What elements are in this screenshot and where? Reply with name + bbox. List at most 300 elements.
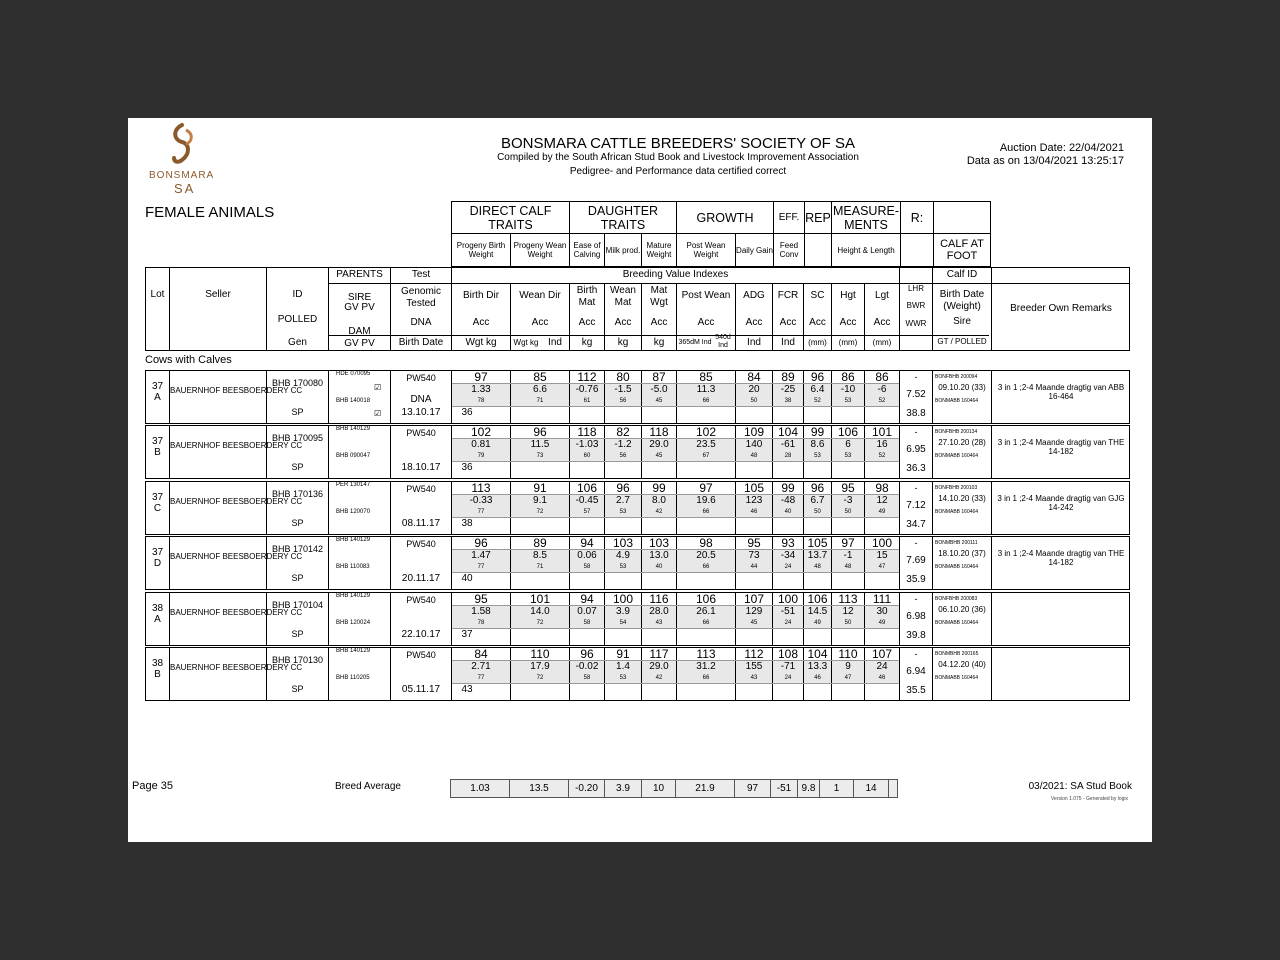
gen: SP bbox=[291, 684, 304, 694]
bvi-value: 118 bbox=[649, 425, 669, 439]
column-divider bbox=[169, 537, 170, 589]
trait-value: 11.5 bbox=[530, 439, 550, 450]
trait-value: 19.6 bbox=[696, 495, 716, 506]
birth-date: 22.10.17 bbox=[401, 629, 441, 640]
accuracy-value: 43 bbox=[750, 675, 758, 681]
bvi-value: 117 bbox=[649, 647, 669, 661]
bvi-value: 84 bbox=[474, 647, 488, 661]
seller-name: BAUERNHOF BEESBOERDERY CC bbox=[170, 441, 303, 450]
col-lhr: LHR bbox=[907, 284, 924, 293]
dam-id: BHB 110083 bbox=[336, 564, 370, 570]
trait-value: -0.02 bbox=[575, 661, 599, 672]
col-acc: Acc bbox=[531, 317, 549, 328]
column-divider bbox=[991, 482, 992, 534]
animal-id: BHB 170080 bbox=[271, 378, 324, 388]
bvi-value: 85 bbox=[699, 370, 713, 384]
lot-number: 38 bbox=[151, 658, 164, 669]
col-gt-polled: GT / POLLED bbox=[937, 337, 987, 346]
col-calf-birthdate: Birth Date (Weight) bbox=[939, 289, 985, 312]
column-divider bbox=[328, 371, 329, 423]
bvi-value: 91 bbox=[533, 481, 547, 495]
section-title: FEMALE ANIMALS bbox=[145, 204, 275, 221]
trait-value: 31.2 bbox=[696, 661, 716, 672]
sub-r-blank bbox=[900, 233, 934, 267]
trait-value: -25 bbox=[780, 384, 796, 395]
r-value: - bbox=[914, 483, 918, 493]
record-row bbox=[145, 425, 1130, 479]
sub-daily: Daily Gain bbox=[735, 233, 774, 267]
col-id: ID bbox=[292, 289, 303, 300]
accuracy-value: 53 bbox=[619, 509, 627, 515]
seller-name: BAUERNHOF BEESBOERDERY CC bbox=[170, 386, 303, 395]
breeder-remark: 3 in 1 ;2-4 Maande dragtig van THE 14-182 bbox=[997, 549, 1125, 567]
accuracy-value: 40 bbox=[784, 509, 792, 515]
bvi-value: 105 bbox=[743, 481, 765, 495]
accuracy-value: 42 bbox=[655, 509, 663, 515]
breed-average-value: -0.20 bbox=[569, 780, 605, 797]
col-genomic: Genomic Tested bbox=[400, 286, 441, 309]
col-polled: POLLED bbox=[277, 314, 318, 325]
lot-letter: A bbox=[154, 614, 161, 625]
breeder-remark: 3 in 1 ;2-4 Maande dragtig van THE 14-182 bbox=[997, 438, 1125, 456]
col-bvi: Breeding Value Indexes bbox=[622, 269, 729, 280]
trait-value: 155 bbox=[745, 661, 763, 672]
trait-value: 6.7 bbox=[810, 495, 825, 506]
accuracy-value: 50 bbox=[844, 509, 852, 515]
trait-value: 8.6 bbox=[810, 439, 825, 450]
r-mid: 7.52 bbox=[906, 389, 926, 400]
row-divider bbox=[452, 683, 899, 684]
calf-id: BONFBHB 200103 bbox=[935, 485, 978, 491]
accuracy-value: 57 bbox=[583, 509, 591, 515]
trait-value: 23.5 bbox=[696, 439, 716, 450]
sub-ease: Ease of Calving bbox=[569, 233, 605, 267]
accuracy-value: 38 bbox=[784, 398, 792, 404]
bvi-value: 113 bbox=[471, 481, 491, 495]
col-wgtkg2: Wgt kg bbox=[513, 338, 539, 347]
col-dna: DNA bbox=[410, 317, 432, 328]
bvi-value: 106 bbox=[695, 592, 717, 606]
r-mid: 6.95 bbox=[906, 444, 926, 455]
weight-kg: 36 bbox=[461, 462, 473, 473]
col-mm: (mm) bbox=[808, 338, 827, 347]
bvi-value: 99 bbox=[810, 425, 825, 439]
bvi-value: 97 bbox=[841, 536, 855, 550]
row-divider bbox=[452, 461, 899, 462]
accuracy-value: 56 bbox=[619, 453, 627, 459]
accuracy-value: 53 bbox=[814, 453, 821, 459]
accuracy-value: 79 bbox=[477, 453, 485, 459]
bvi-value: 108 bbox=[777, 647, 799, 661]
bvi-value: 113 bbox=[838, 592, 858, 606]
col-lgt: Lgt bbox=[875, 290, 889, 301]
trait-value: -1.5 bbox=[614, 384, 632, 395]
trait-value: 73 bbox=[748, 550, 760, 561]
trait-value: 1.58 bbox=[471, 606, 491, 617]
breed-average-value: 9.8 bbox=[798, 780, 820, 797]
bvi-value: 100 bbox=[777, 592, 799, 606]
col-matwgt: Mat Wgt bbox=[650, 285, 668, 308]
calf-birthdate: 27.10.20 (28) bbox=[938, 438, 986, 447]
col-kg: kg bbox=[653, 337, 665, 348]
bvi-value: 101 bbox=[529, 592, 551, 606]
bvi-value: 110 bbox=[530, 647, 550, 661]
test-code: PW540 bbox=[406, 373, 436, 383]
accuracy-value: 77 bbox=[477, 675, 485, 681]
bvi-value: 96 bbox=[533, 425, 547, 439]
calf-id: BONFBHB 200083 bbox=[935, 596, 978, 602]
col-wgtkg: Wgt kg bbox=[465, 337, 497, 348]
trait-value: 1.4 bbox=[616, 661, 630, 672]
trait-value: -6 bbox=[877, 384, 887, 395]
birth-date: 13.10.17 bbox=[401, 407, 441, 418]
r-mid: 6.98 bbox=[906, 611, 926, 622]
birth-date: 18.10.17 bbox=[401, 462, 441, 473]
breed-average-value: 1.03 bbox=[451, 780, 510, 797]
bvi-value: 113 bbox=[696, 647, 716, 661]
col-acc: Acc bbox=[809, 317, 826, 328]
trait-value: 4.9 bbox=[616, 550, 630, 561]
column-divider bbox=[932, 426, 933, 478]
version-label: Version 1.075 - Generated by logix bbox=[1051, 796, 1128, 802]
column-divider bbox=[932, 593, 933, 645]
accuracy-value: 24 bbox=[784, 564, 792, 570]
trait-value: 1.47 bbox=[471, 550, 491, 561]
weight-kg: 36 bbox=[461, 407, 473, 418]
trait-value: -10 bbox=[840, 384, 856, 395]
bvi-value: 103 bbox=[612, 536, 634, 550]
accuracy-value: 47 bbox=[844, 675, 852, 681]
col-hgt: Hgt bbox=[840, 290, 856, 301]
birth-date: 08.11.17 bbox=[401, 518, 441, 529]
bvi-value: 96 bbox=[474, 536, 488, 550]
dam-id: BHB 110205 bbox=[336, 675, 370, 681]
bvi-value: 95 bbox=[841, 481, 855, 495]
trait-value: -1.2 bbox=[614, 439, 632, 450]
document-page bbox=[128, 118, 1152, 842]
trait-value: 3.9 bbox=[616, 606, 630, 617]
bvi-value: 94 bbox=[580, 536, 594, 550]
trait-value: 12 bbox=[842, 606, 854, 617]
breed-average-value: 10 bbox=[642, 780, 676, 797]
trait-value: 24 bbox=[876, 661, 888, 672]
accuracy-value: 53 bbox=[619, 564, 627, 570]
breed-average-value: 3.9 bbox=[605, 780, 642, 797]
trait-value: 2.7 bbox=[616, 495, 630, 506]
lot-number: 37 bbox=[151, 547, 164, 558]
accuracy-value: 24 bbox=[784, 620, 792, 626]
calf-sire: BONMABB 160464 bbox=[935, 453, 979, 459]
accuracy-value: 66 bbox=[702, 675, 710, 681]
bvi-value: 102 bbox=[470, 425, 492, 439]
calf-sire: BONMABB 160464 bbox=[935, 509, 979, 515]
breed-average-value: -51 bbox=[771, 780, 798, 797]
weight-kg: 37 bbox=[461, 629, 473, 640]
test-code: PW540 bbox=[406, 484, 436, 494]
lot-number: 38 bbox=[151, 603, 164, 614]
bvi-value: 82 bbox=[616, 425, 630, 439]
accuracy-value: 58 bbox=[583, 564, 591, 570]
calf-id: BONMBHB 200111 bbox=[935, 540, 978, 546]
trait-value: 28.0 bbox=[649, 606, 669, 617]
col-acc: Acc bbox=[779, 317, 797, 328]
accuracy-value: 50 bbox=[814, 509, 821, 515]
bvi-value: 101 bbox=[871, 425, 893, 439]
trait-value: -0.33 bbox=[469, 495, 493, 506]
lot-number: 37 bbox=[151, 381, 164, 392]
trait-value: 13.3 bbox=[807, 661, 828, 672]
bvi-value: 105 bbox=[807, 536, 828, 550]
trait-value: 12 bbox=[876, 495, 888, 506]
bvi-value: 96 bbox=[616, 481, 630, 495]
sire-id: HDE 070095 bbox=[336, 371, 371, 377]
accuracy-value: 66 bbox=[702, 564, 710, 570]
society-title: BONSMARA CATTLE BREEDERS' SOCIETY OF SA bbox=[500, 135, 856, 152]
col-postwean: Post Wean bbox=[681, 290, 731, 301]
r-low: 36.3 bbox=[906, 463, 926, 474]
col-weanmat: Wean Mat bbox=[610, 285, 636, 308]
col-parents: PARENTS bbox=[336, 269, 383, 280]
accuracy-value: 66 bbox=[702, 398, 710, 404]
dna-flag: DNA bbox=[410, 394, 432, 405]
row-divider bbox=[452, 628, 899, 629]
trait-value: 9 bbox=[845, 661, 851, 672]
accuracy-value: 49 bbox=[814, 620, 821, 626]
column-divider bbox=[169, 371, 170, 423]
column-divider bbox=[328, 593, 329, 645]
accuracy-value: 67 bbox=[702, 453, 710, 459]
bvi-value: 109 bbox=[743, 425, 765, 439]
bvi-value: 95 bbox=[747, 536, 761, 550]
accuracy-value: 72 bbox=[536, 509, 544, 515]
col-acc: Acc bbox=[745, 317, 763, 328]
accuracy-value: 72 bbox=[536, 620, 544, 626]
auction-date: Auction Date: 22/04/2021 bbox=[999, 142, 1124, 154]
bvi-value: 110 bbox=[838, 647, 858, 661]
accuracy-value: 71 bbox=[536, 564, 544, 570]
animal-id: BHB 170136 bbox=[271, 489, 324, 499]
trait-value: 8.5 bbox=[533, 550, 547, 561]
col-acc: Acc bbox=[839, 317, 857, 328]
col-kg: kg bbox=[581, 337, 593, 348]
accuracy-value: 52 bbox=[814, 398, 821, 404]
bvi-value: 94 bbox=[580, 592, 594, 606]
col-sire-gvpv: GV PV bbox=[344, 302, 375, 313]
accuracy-value: 47 bbox=[878, 564, 886, 570]
accuracy-value: 56 bbox=[619, 398, 627, 404]
col-birthdir: Birth Dir bbox=[462, 290, 500, 301]
trait-value: 1.33 bbox=[471, 384, 491, 395]
lot-letter: B bbox=[154, 669, 161, 680]
bvi-value: 87 bbox=[652, 370, 666, 384]
column-divider bbox=[169, 426, 170, 478]
accuracy-value: 66 bbox=[702, 620, 710, 626]
trait-value: -3 bbox=[843, 495, 853, 506]
trait-value: -5.0 bbox=[650, 384, 668, 395]
sub-feed: Feed Conv bbox=[773, 233, 805, 267]
bvi-value: 89 bbox=[781, 370, 795, 384]
column-divider bbox=[328, 648, 329, 700]
sub-rep-blank bbox=[804, 233, 832, 267]
bvi-value: 107 bbox=[871, 647, 893, 661]
bvi-value: 104 bbox=[807, 647, 828, 661]
accuracy-value: 77 bbox=[477, 509, 485, 515]
bvi-value: 100 bbox=[871, 536, 893, 550]
gen: SP bbox=[291, 629, 304, 639]
lot-letter: C bbox=[153, 503, 162, 514]
accuracy-value: 48 bbox=[844, 564, 852, 570]
column-divider bbox=[932, 537, 933, 589]
trait-value: 30 bbox=[876, 606, 888, 617]
col-wwr: WWR bbox=[905, 319, 927, 328]
bvi-value: 97 bbox=[699, 481, 713, 495]
accuracy-value: 61 bbox=[583, 398, 591, 404]
gen: SP bbox=[291, 462, 304, 472]
trait-value: 9.1 bbox=[533, 495, 547, 506]
r-low: 34.7 bbox=[906, 519, 926, 530]
studbook-label: 03/2021: SA Stud Book bbox=[1028, 781, 1132, 792]
group-calf-blank bbox=[933, 201, 991, 234]
sire-id: BHB 140129 bbox=[336, 426, 371, 432]
trait-value: 20 bbox=[748, 384, 760, 395]
birth-date: 20.11.17 bbox=[401, 573, 441, 584]
calf-birthdate: 04.12.20 (40) bbox=[938, 660, 986, 669]
col-acc: Acc bbox=[697, 317, 715, 328]
accuracy-value: 50 bbox=[844, 620, 852, 626]
accuracy-value: 71 bbox=[536, 398, 544, 404]
accuracy-value: 46 bbox=[878, 675, 886, 681]
sire-id: BHB 140129 bbox=[336, 648, 371, 654]
col-bwr: BWR bbox=[906, 301, 926, 310]
col-calf-sire: Sire bbox=[953, 316, 971, 327]
accuracy-value: 49 bbox=[878, 509, 886, 515]
row-divider bbox=[452, 572, 899, 573]
bvi-value: 97 bbox=[474, 370, 488, 384]
accuracy-value: 45 bbox=[655, 453, 663, 459]
trait-value: 29.0 bbox=[649, 661, 669, 672]
breed-average-label: Breed Average bbox=[335, 781, 401, 792]
test-code: PW540 bbox=[406, 650, 436, 660]
calf-birthdate: 18.10.20 (37) bbox=[938, 549, 986, 558]
trait-value: 29.0 bbox=[649, 439, 669, 450]
cows-with-calves-label: Cows with Calves bbox=[145, 354, 232, 366]
accuracy-value: 78 bbox=[477, 398, 485, 404]
breed-average-row bbox=[450, 779, 898, 798]
certification: Pedigree- and Performance data certified correct bbox=[569, 166, 787, 177]
sub-hl: Height & Length bbox=[831, 233, 901, 267]
sire-id: PER 130147 bbox=[336, 482, 371, 488]
record-row bbox=[145, 481, 1130, 535]
weight-kg: 43 bbox=[461, 684, 473, 695]
bvi-value: 99 bbox=[652, 481, 666, 495]
column-divider bbox=[991, 648, 992, 700]
bvi-value: 96 bbox=[810, 481, 825, 495]
trait-value: 0.81 bbox=[471, 439, 491, 450]
bvi-value: 80 bbox=[616, 370, 630, 384]
trait-value: 0.07 bbox=[577, 606, 597, 617]
record-row bbox=[145, 370, 1130, 424]
column-divider bbox=[932, 648, 933, 700]
group-growth: GROWTH bbox=[676, 201, 774, 234]
col-mm: (mm) bbox=[838, 338, 858, 347]
r-value: - bbox=[914, 372, 918, 382]
row-divider bbox=[452, 517, 899, 518]
col-birthmat: Birth Mat bbox=[576, 285, 598, 308]
col-acc: Acc bbox=[578, 317, 596, 328]
accuracy-value: 44 bbox=[750, 564, 758, 570]
weight-kg: 40 bbox=[461, 573, 473, 584]
sub-postwean: Post Wean Weight bbox=[676, 233, 736, 267]
bvi-value: 103 bbox=[648, 536, 670, 550]
calf-sire: BONMABB 160464 bbox=[935, 675, 979, 681]
col-fcr: FCR bbox=[777, 290, 799, 301]
col-acc: Acc bbox=[650, 317, 668, 328]
trait-value: -1.03 bbox=[575, 439, 599, 450]
bvi-value: 116 bbox=[649, 592, 669, 606]
bvi-value: 89 bbox=[533, 536, 547, 550]
test-code: PW540 bbox=[406, 595, 436, 605]
r-value: - bbox=[914, 649, 918, 659]
calf-id: BONMBHB 200165 bbox=[935, 651, 979, 657]
accuracy-value: 66 bbox=[702, 509, 710, 515]
trait-value: 20.5 bbox=[696, 550, 716, 561]
gen: SP bbox=[291, 518, 304, 528]
col-test: Test bbox=[411, 269, 431, 280]
compiled-by: Compiled by the South African Stud Book and Livestock Improvement Association bbox=[497, 152, 859, 163]
r-value: - bbox=[914, 538, 918, 548]
sub-pww: Progeny Wean Weight bbox=[510, 233, 570, 267]
col-adg: ADG bbox=[743, 290, 765, 301]
trait-value: 11.3 bbox=[696, 384, 716, 395]
bvi-value: 93 bbox=[781, 536, 795, 550]
trait-value: -48 bbox=[780, 495, 796, 506]
column-divider bbox=[328, 537, 329, 589]
dam-id: BHB 120024 bbox=[336, 620, 371, 626]
bvi-value: 118 bbox=[577, 425, 597, 439]
col-acc: Acc bbox=[472, 317, 490, 328]
accuracy-value: 48 bbox=[750, 453, 758, 459]
bvi-value: 111 bbox=[872, 592, 892, 606]
col-365d: 365dM Ind bbox=[678, 339, 712, 346]
dam-id: BHB 090047 bbox=[336, 453, 371, 459]
sub-pbw: Progeny Birth Weight bbox=[451, 233, 511, 267]
breed-average-value: 13.5 bbox=[510, 780, 569, 797]
accuracy-value: 46 bbox=[750, 509, 758, 515]
trait-value: 13.7 bbox=[807, 550, 828, 561]
animal-id: BHB 170104 bbox=[271, 600, 324, 610]
column-divider bbox=[991, 537, 992, 589]
accuracy-value: 73 bbox=[536, 453, 544, 459]
trait-value: -1 bbox=[843, 550, 853, 561]
lot-letter: B bbox=[154, 447, 161, 458]
col-540d: 540d Ind bbox=[715, 334, 731, 349]
bvi-value: 96 bbox=[810, 370, 825, 384]
breeder-remark: 3 in 1 ;2-4 Maande dragtig van GJG 14-242 bbox=[997, 494, 1125, 512]
column-divider bbox=[169, 593, 170, 645]
col-acc: Acc bbox=[614, 317, 632, 328]
bvi-value: 85 bbox=[533, 370, 547, 384]
trait-value: 123 bbox=[745, 495, 763, 506]
trait-value: -71 bbox=[780, 661, 796, 672]
accuracy-value: 42 bbox=[655, 675, 663, 681]
r-mid: 6.94 bbox=[906, 666, 926, 677]
seller-name: BAUERNHOF BEESBOERDERY CC bbox=[170, 552, 303, 561]
group-direct: DIRECT CALF TRAITS bbox=[451, 201, 570, 234]
column-header bbox=[145, 267, 1130, 351]
r-mid: 7.12 bbox=[906, 500, 926, 511]
bvi-value: 98 bbox=[875, 481, 889, 495]
r-low: 35.9 bbox=[906, 574, 926, 585]
